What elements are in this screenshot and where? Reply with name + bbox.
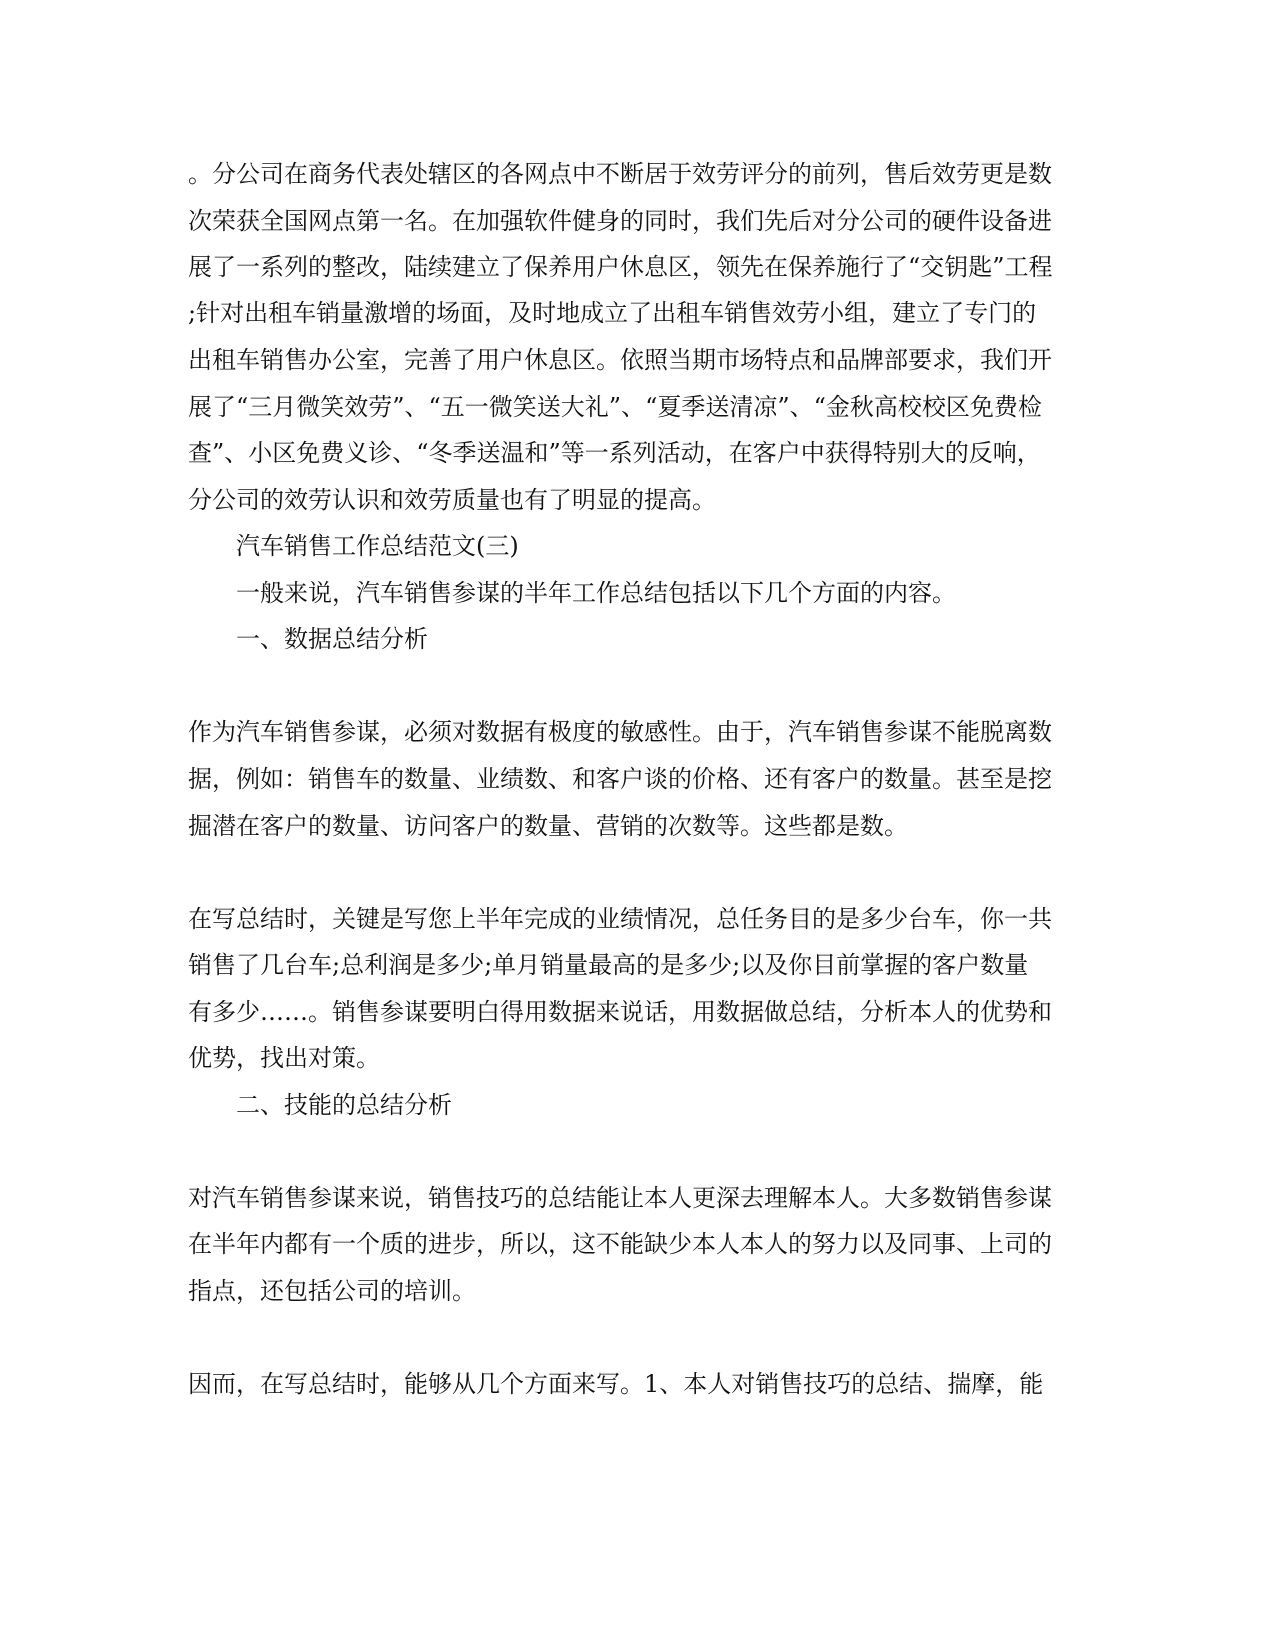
paragraph-line: 有多少……。销售参谋要明白得用数据来说话，用数据做总结，分析本人的优势和	[188, 998, 1052, 1026]
paragraph-line: 指点，还包括公司的培训。	[188, 1277, 476, 1305]
paragraph-line: 展了“三月微笑效劳”、“五一微笑送大礼”、“夏季送清凉”、“金秋高校校区免费检	[188, 393, 1042, 421]
paragraph-line: 因而，在写总结时，能够从几个方面来写。1、本人对销售技巧的总结、揣摩，能	[188, 1370, 1044, 1398]
paragraph-line: 在写总结时，关键是写您上半年完成的业绩情况，总任务目的是多少台车，你一共	[188, 905, 1052, 933]
paragraph-line: 对汽车销售参谋来说，销售技巧的总结能让本人更深去理解本人。大多数销售参谋	[188, 1184, 1052, 1212]
paragraph-line: ;针对出租车销量激增的场面，及时地成立了出租车销售效劳小组，建立了专门的	[188, 299, 1037, 327]
paragraph-line: 作为汽车销售参谋，必须对数据有极度的敏感性。由于，汽车销售参谋不能脱离数	[188, 718, 1052, 746]
section-heading: 一、数据总结分析	[236, 625, 428, 653]
paragraph-line: 优势，找出对策。	[188, 1044, 380, 1072]
paragraph-line: 查”、小区免费义诊、“冬季送温和”等一系列活动，在客户中获得特别大的反响，	[188, 439, 1041, 467]
paragraph-line: 据，例如：销售车的数量、业绩数、和客户谈的价格、还有客户的数量。甚至是挖	[188, 765, 1052, 793]
paragraph-line: 次荣获全国网点第一名。在加强软件健身的同时，我们先后对分公司的硬件设备进	[188, 207, 1052, 235]
section-title: 汽车销售工作总结范文(三)	[236, 532, 519, 560]
paragraph-line: 出租车销售办公室，完善了用户休息区。依照当期市场特点和品牌部要求，我们开	[188, 346, 1052, 374]
paragraph-line: 销售了几台车;总利润是多少;单月销量最高的是多少;以及你目前掌握的客户数量	[188, 951, 1029, 979]
paragraph-line: 掘潜在客户的数量、访问客户的数量、营销的次数等。这些都是数。	[188, 812, 908, 840]
paragraph-line: 展了一系列的整改，陆续建立了保养用户休息区，领先在保养施行了“交钥匙”工程	[188, 253, 1053, 281]
section-heading: 二、技能的总结分析	[236, 1091, 452, 1119]
paragraph-line: 分公司的效劳认识和效劳质量也有了明显的提高。	[188, 486, 716, 514]
paragraph-line: 。分公司在商务代表处辖区的各网点中不断居于效劳评分的前列，售后效劳更是数	[188, 160, 1052, 188]
intro-line: 一般来说，汽车销售参谋的半年工作总结包括以下几个方面的内容。	[236, 579, 956, 607]
paragraph-line: 在半年内都有一个质的进步，所以，这不能缺少本人本人的努力以及同事、上司的	[188, 1230, 1052, 1258]
